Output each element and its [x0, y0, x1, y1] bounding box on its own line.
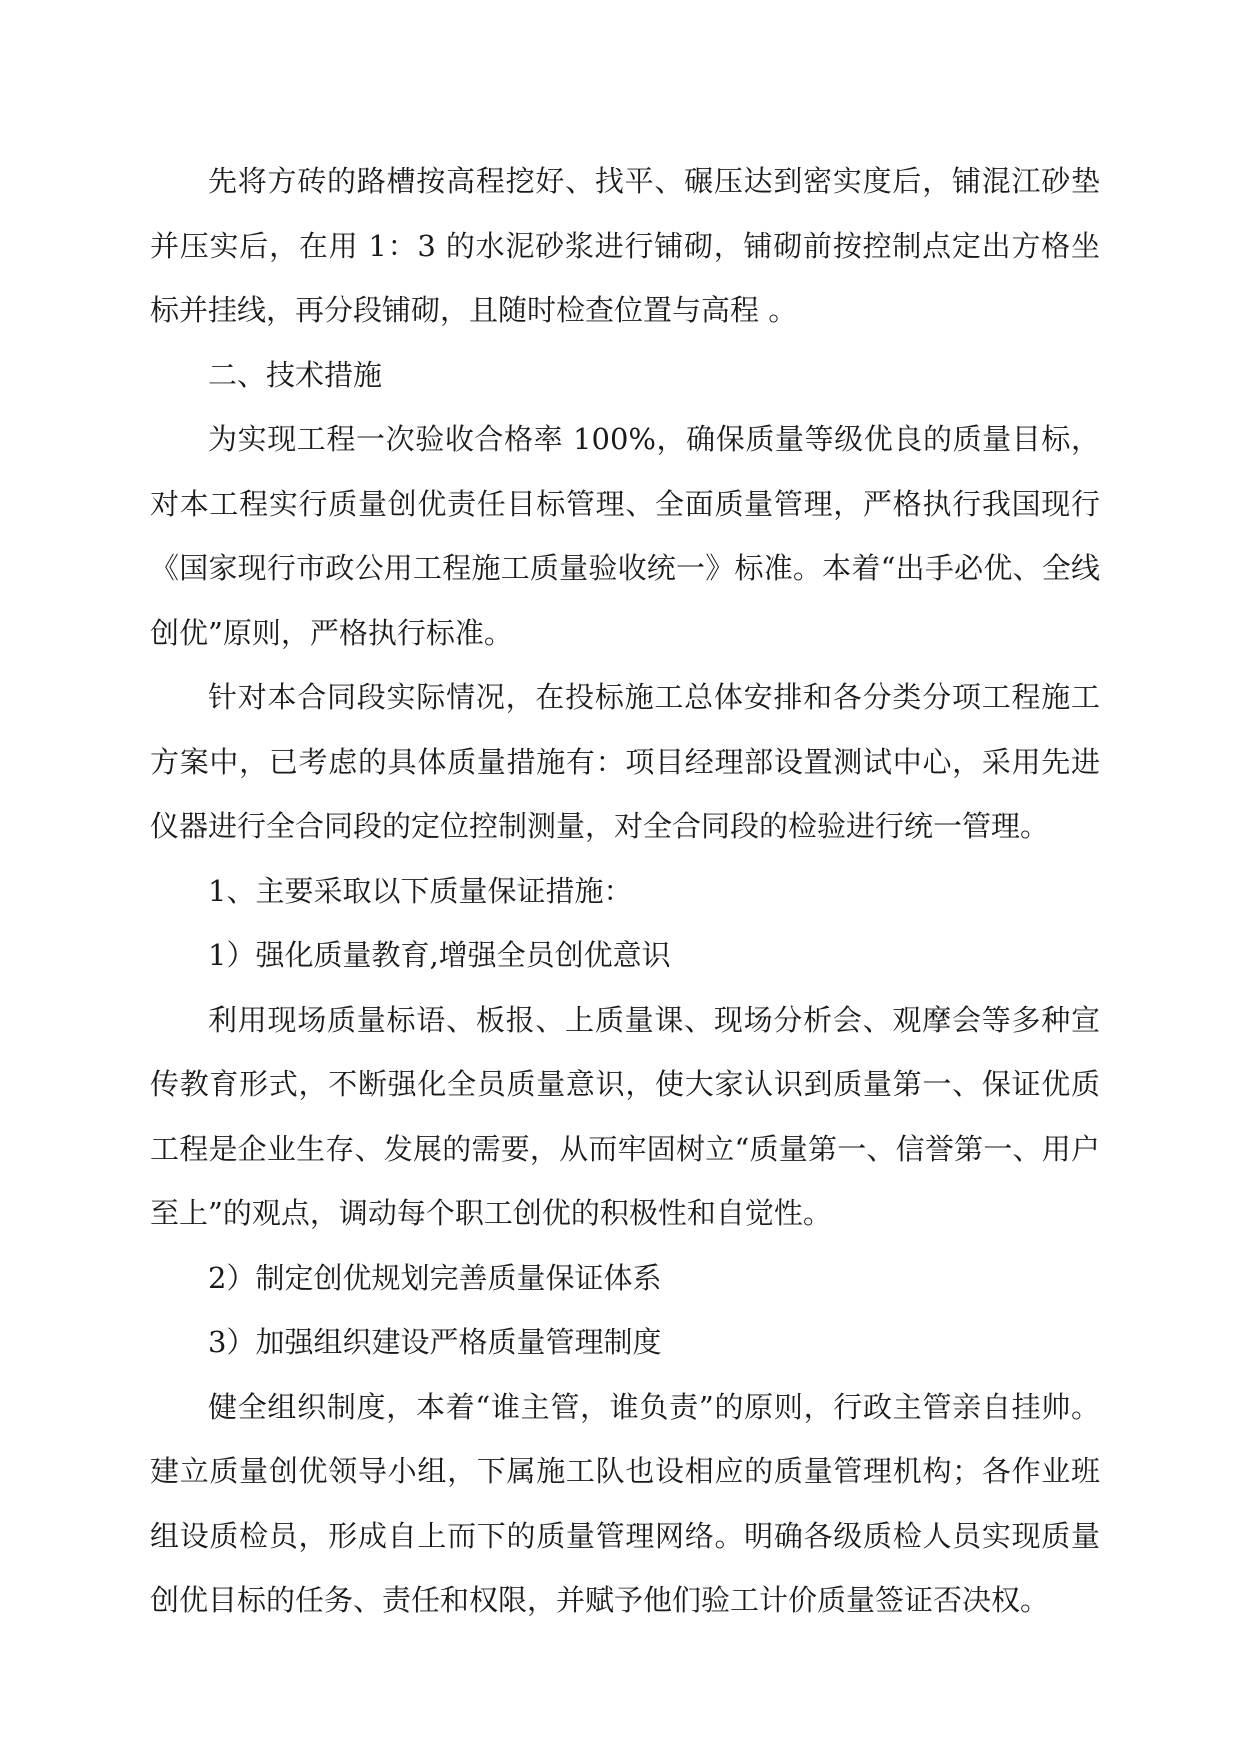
item-quality-plan: 2）制定创优规划完善质量保证体系 [208, 1260, 662, 1295]
paragraph-quality-goal: 为实现工程一次验收合格率 100%，确保质量等级优良的质量目标，对本工程实行质量创优责任目标管理、全面质量管理，严格执行我国现行《国家现行市政公用工程施工质量验收统一》标准。本着“出手必优、全线创优”原则，严格执行标准。 [150, 422, 1100, 650]
paragraph-organization-system: 健全组织制度，本着“谁主管，谁负责”的原则，行政主管亲自挂帅。建立质量创优领导小组，下属施工队也设相应的质量管理机构；各作业班组设质检员，形成自上而下的质量管理网络。明确各级质检人员实现质量创优目标的任务、责任和权限，并赋予他们验工计价质量签证否决权。 [150, 1389, 1100, 1617]
heading-technical-measures: 二、技术措施 [208, 357, 383, 392]
paragraph-contract-section-measures: 针对本合同段实际情况，在投标施工总体安排和各分类分项工程施工方案中，已考虑的具体质量措施有：项目经理部设置测试中心，采用先进仪器进行全合同段的定位控制测量，对全合同段的检验进行统一管理。 [150, 680, 1100, 843]
item-organization-building: 3）加强组织建设严格质量管理制度 [208, 1325, 662, 1359]
item-quality-education: 1）强化质量教育,增强全员创优意识 [208, 938, 671, 972]
subheading-quality-assurance: 1、主要采取以下质量保证措施： [208, 873, 633, 908]
paragraph-paving-method: 先将方砖的路槽按高程挖好、找平、碾压达到密实度后，铺混江砂垫并压实后，在用 1：3 的水泥砂浆进行铺砌，铺砌前按控制点定出方格坐标并挂线，再分段铺砌，且随时检查位置与高程 。 [150, 164, 1100, 327]
document-body [150, 149, 1100, 1633]
paragraph-quality-awareness: 利用现场质量标语、板报、上质量课、现场分析会、观摩会等多种宣传教育形式，不断强化全员质量意识，使大家认识到质量第一、保证优质工程是企业生存、发展的需要，从而牢固树立“质量第一、信誉第一、用户至上”的观点，调动每个职工创优的积极性和自觉性。 [150, 1002, 1100, 1230]
